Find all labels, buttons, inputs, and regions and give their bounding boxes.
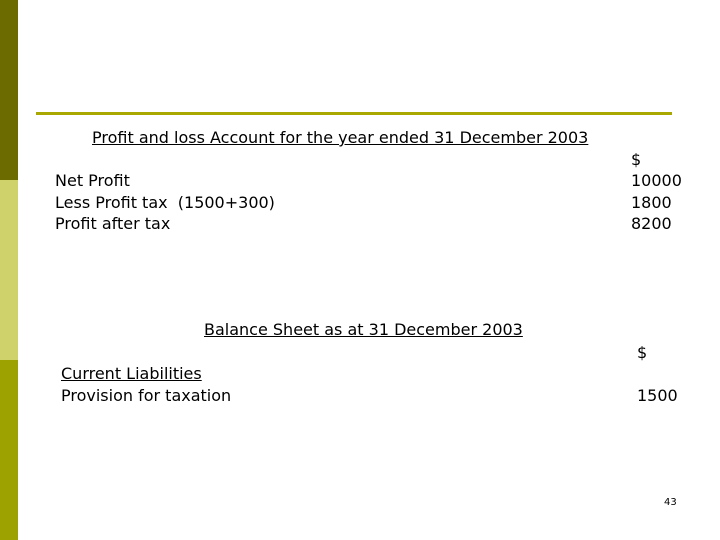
profit-loss-title: Profit and loss Account for the year ended 31 December 2003 bbox=[92, 128, 589, 147]
provision-for-taxation-label: Provision for taxation bbox=[61, 386, 232, 405]
balance-sheet-currency: $ bbox=[637, 343, 648, 362]
profit-after-tax-value: 8200 bbox=[631, 214, 672, 233]
net-profit-label: Net Profit bbox=[55, 171, 130, 190]
net-profit-value: 10000 bbox=[631, 171, 682, 190]
header-rule bbox=[36, 112, 672, 115]
current-liabilities-heading: Current Liabilities bbox=[61, 364, 202, 383]
balance-sheet-title: Balance Sheet as at 31 December 2003 bbox=[204, 320, 523, 339]
provision-for-taxation-value: 1500 bbox=[637, 386, 678, 405]
less-profit-tax-value: 1800 bbox=[631, 193, 672, 212]
sidebar-segment-top bbox=[0, 0, 18, 180]
profit-after-tax-label: Profit after tax bbox=[55, 214, 171, 233]
profit-loss-currency: $ bbox=[631, 150, 642, 169]
sidebar-segment-bottom bbox=[0, 360, 18, 540]
sidebar-segment-middle bbox=[0, 180, 18, 360]
page-number: 43 bbox=[664, 497, 677, 508]
less-profit-tax-label: Less Profit tax (1500+300) bbox=[55, 193, 275, 212]
